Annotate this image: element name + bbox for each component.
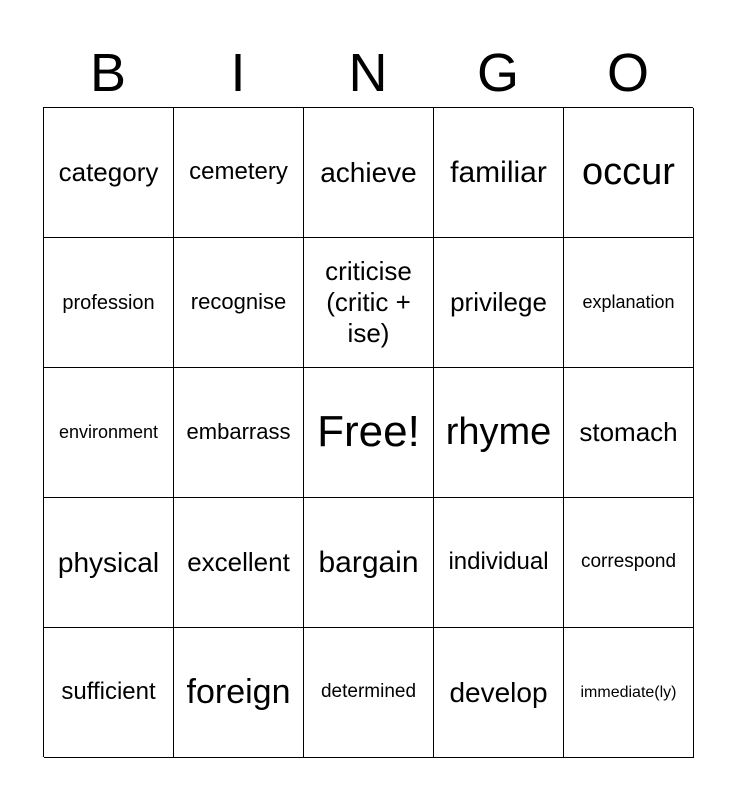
header-letter-n: N: [348, 43, 388, 103]
bingo-cell-free[interactable]: Free!: [304, 368, 434, 498]
bingo-cell[interactable]: correspond: [564, 498, 694, 628]
bingo-cell[interactable]: determined: [304, 628, 434, 758]
bingo-cell[interactable]: familiar: [434, 108, 564, 238]
bingo-cell[interactable]: privilege: [434, 238, 564, 368]
bingo-cell[interactable]: criticise (critic + ise): [304, 238, 434, 368]
bingo-cell[interactable]: explanation: [564, 238, 694, 368]
bingo-cell[interactable]: physical: [44, 498, 174, 628]
bingo-cell[interactable]: excellent: [174, 498, 304, 628]
bingo-cell[interactable]: immediate(ly): [564, 628, 694, 758]
bingo-cell[interactable]: sufficient: [44, 628, 174, 758]
bingo-cell[interactable]: individual: [434, 498, 564, 628]
bingo-header: [43, 40, 693, 106]
bingo-cell[interactable]: recognise: [174, 238, 304, 368]
bingo-cell[interactable]: develop: [434, 628, 564, 758]
bingo-cell[interactable]: achieve: [304, 108, 434, 238]
bingo-cell[interactable]: profession: [44, 238, 174, 368]
header-letter-b: B: [89, 43, 127, 103]
bingo-cell[interactable]: environment: [44, 368, 174, 498]
header-letter-g: G: [476, 43, 519, 103]
bingo-cell[interactable]: embarrass: [174, 368, 304, 498]
header-letter-i: I: [230, 43, 246, 103]
bingo-cell[interactable]: cemetery: [174, 108, 304, 238]
bingo-card-grid: [43, 107, 693, 757]
bingo-cell[interactable]: category: [44, 108, 174, 238]
bingo-cell[interactable]: rhyme: [434, 368, 564, 498]
bingo-cell[interactable]: bargain: [304, 498, 434, 628]
header-letter-o: O: [606, 43, 649, 103]
bingo-cell[interactable]: foreign: [174, 628, 304, 758]
bingo-cell[interactable]: occur: [564, 108, 694, 238]
bingo-cell[interactable]: stomach: [564, 368, 694, 498]
